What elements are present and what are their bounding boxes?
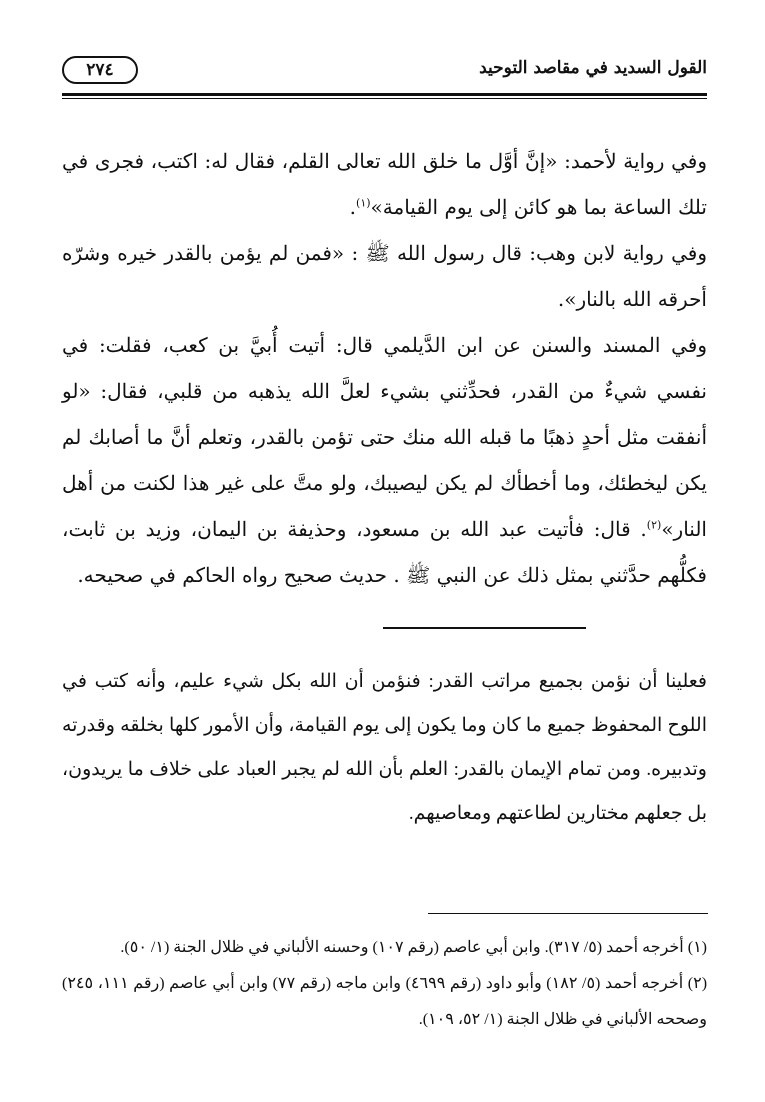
page-header xyxy=(62,52,707,92)
section-divider xyxy=(383,627,586,629)
hadith-paragraph-1 xyxy=(62,138,707,230)
commentary-paragraph: فعلينا أن نؤمن بجميع مراتب القدر: فنؤمن أن الله بكل شيء عليم، وأنه كتب في اللوح المحفوظ جميع ما كان وما يكون إلى يوم القيامة، وأن الأمور كلها بخلقه وقدرته وتدبيره. ومن تمام الإيمان بالقدر: العلم بأن الله لم يجبر العباد على خلاف ما يريدون، بل جعلهم مختارين لطاعتهم ومعاصيهم. xyxy=(62,671,707,824)
footnote-divider xyxy=(428,913,708,914)
hadith-text-1-end: . xyxy=(349,195,357,219)
hadith-text-3b: . قال: فأتيت عبد الله بن مسعود، وحذيفة بن اليمان، وزيد بن ثابت، فكلُّهم حدَّثني بمثل ذلك عن النبي ﷺ . حديث صحيح رواه الحاكم في صحيحه. xyxy=(62,517,707,587)
hadith-paragraph-2: وفي رواية لابن وهب: قال رسول الله ﷺ : «فمن لم يؤمن بالقدر خيره وشرّه أحرقه الله بالنار». xyxy=(62,241,707,311)
footnote-2: (٢) أخرجه أحمد (٥/ ١٨٢) وأبو داود (رقم ٤٦٩٩) وابن ماجه (رقم ٧٧) وابن أبي عاصم (رقم ١١١، ٢٤٥) وصححه الألباني في ظلال الجنة (١/ ٥٢، ١٠٩). xyxy=(62,975,708,1028)
hadith-text-1: وفي رواية لأحمد: «إنَّ أوَّل ما خلق الله تعالى القلم، فقال له: اكتب، فجرى في تلك الساعة بما هو كائن إلى يوم القيامة» xyxy=(62,149,707,219)
hadith-paragraph-3 xyxy=(62,322,707,598)
page-number: ٢٧٤ xyxy=(62,56,138,84)
commentary-section xyxy=(62,660,707,836)
hadith-section xyxy=(62,138,707,598)
footnote-1: (١) أخرجه أحمد (٥/ ٣١٧). وابن أبي عاصم (رقم ١٠٧) وحسنه الألباني في ظلال الجنة (١/ ٥٠). xyxy=(120,939,707,956)
footnote-ref-2[interactable]: (٢) xyxy=(646,518,662,532)
header-rule-thin xyxy=(62,98,707,99)
book-title: القول السديد في مقاصد التوحيد xyxy=(479,58,707,78)
footnote-ref-1[interactable]: (١) xyxy=(356,196,371,210)
hadith-text-3a: وفي المسند والسنن عن ابن الدَّيلمي قال: أتيت أُبيَّ بن كعب، فقلت: في نفسي شيءٌ من القدر، فحدِّثني بشيء لعلَّ الله يذهبه من قلبي، فقال: «لو أنفقت مثل أحدٍ ذهبًا ما قبله الله منك حتى تؤمن بالقدر، وتعلم أنَّ ما أصابك لم يكن ليخطئك، وما أخطأك لم يكن ليصيبك، ولو متَّ على غير هذا لكنت من أهل النار» xyxy=(62,333,707,541)
header-rule-thick xyxy=(62,93,707,96)
footnotes-section xyxy=(62,930,707,1038)
